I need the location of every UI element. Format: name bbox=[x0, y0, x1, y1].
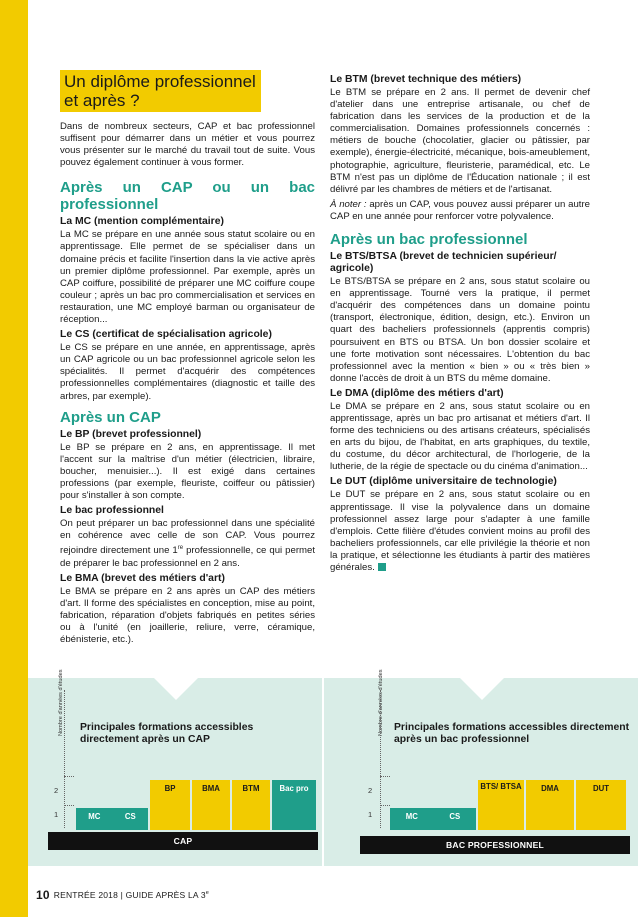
cs-text: Le CS se prépare en une année, en apprentissage, après un CAP agricole ou un bac professionnel agricole selon les spécialités. Il permet d'acquérir des compétences professionnelles complémentaires (diagnostic et taille des arbres, par exemple). bbox=[60, 342, 315, 402]
page-title-line-1: Un diplôme professionnel bbox=[64, 72, 256, 91]
chart-panel-cap bbox=[28, 669, 322, 866]
chart-bacpro-bar-cs: CS bbox=[449, 812, 461, 821]
dma-heading: Le DMA (diplôme des métiers d'art) bbox=[330, 387, 504, 399]
chart-bacpro-tick-1: 1 bbox=[368, 810, 373, 819]
chart-cap-base-bar: CAP bbox=[48, 832, 318, 850]
chart-cap-tick-2: 2 bbox=[54, 786, 59, 795]
bacpro-text bbox=[60, 518, 315, 570]
chart-cap-y-axis bbox=[64, 690, 65, 828]
btm-heading: Le BTM (brevet technique des métiers) bbox=[330, 74, 522, 85]
chart-bacpro-grid-1 bbox=[380, 805, 390, 806]
cs-heading: Le CS (certificat de spécialisation agricole) bbox=[60, 329, 272, 341]
chart-cap-bar-cs: CS bbox=[124, 812, 136, 821]
panel-notch bbox=[154, 678, 198, 700]
chart-bacpro-bar-dma: DMA bbox=[526, 780, 574, 830]
note-text: après un CAP, vous pouvez aussi préparer un autre CAP en une année pour renforcer votre polyvalence. bbox=[330, 198, 590, 222]
bacpro-text-b: professionnelle, ce qui permet de préparer le bac professionnel en 2 ans. bbox=[60, 545, 316, 569]
page-number: 10 bbox=[36, 888, 50, 902]
bacpro-sup: re bbox=[177, 545, 184, 552]
bma-heading: Le BMA (brevet des métiers d'art) bbox=[60, 572, 225, 584]
chart-bacpro-bar-mc: MC bbox=[405, 812, 418, 821]
chart-cap-bar-btm: BTM bbox=[232, 780, 270, 830]
chart-bacpro-bar-dut: DUT bbox=[576, 780, 626, 830]
footer bbox=[0, 876, 638, 917]
dut-heading: Le DUT (diplôme universitaire de technologie) bbox=[330, 476, 557, 488]
dut-text bbox=[330, 489, 590, 574]
dut-text-body: Le DUT se prépare en 2 ans, sous statut scolaire ou en apprentissage. Il vise la polyvalence dans un domaine professionnel assez large pour s'adapter à une famille d'emplois. Cette filière d'études convient moins au profil des bacheliers professionnels, car elle privilégie la théorie et non la pratique, et sélectionne les étudiants à partir des matières générales. bbox=[330, 489, 590, 573]
mc-text: La MC se prépare en une année sous statut scolaire ou en apprentissage. Elle permet de se spécialiser dans un domaine précis et facilite l'insertion dans la vie active après un premier diplôme professionnel. Par exemple, après un CAP coiffure, possibilité de préparer une MC coiffure coupe couleur ; après un bac pro commercialisation et services en restauration, une MC employé barman ou organisateur de réception... bbox=[60, 229, 315, 326]
chart-cap-bar-bacpro: Bac pro bbox=[272, 780, 316, 830]
bp-text: Le BP se prépare en 2 ans, en apprentissage. Il met l'accent sur la maîtrise d'un métier (électricien, libraire, boucher, menuisier...). Il est exigé dans certaines professions (par exemple, fleuriste, coiffeur ou pâtissier) pour s'installer à son compte. bbox=[60, 441, 315, 501]
footer-accent bbox=[0, 876, 28, 917]
bacpro-text-a: On peut préparer un bac professionnel dans une spécialité en cohérence avec celle de son CAP. Vous pourrez rejoindre directement une 1 bbox=[60, 518, 315, 557]
chart-bacpro-grid-2 bbox=[380, 776, 390, 777]
left-accent-bar bbox=[0, 0, 28, 917]
chart-cap-bar-bp: BP bbox=[150, 780, 190, 830]
chart-bacpro-base-bar: BAC PROFESSIONNEL bbox=[360, 836, 630, 854]
footer-sup: e bbox=[205, 890, 210, 897]
end-square-icon bbox=[378, 563, 386, 571]
bts-text: Le BTS/BTSA se prépare en 2 ans, sous statut scolaire ou en apprentissage. Tourné vers la pratique, il permet d'acquérir des compétences dans un domaine pointu (transport, électronique, édition, design, etc.). Environ un quart des bacheliers professionnels (apprentis compris) poursuivent en BTS ou BTSA. Un bon dossier scolaire et une forte motivation sont nécessaires. L'obtention du bac professionnel avec la mention « bien » ou « très bien » donne l'accès de droit à un BTS du même domaine. bbox=[330, 276, 590, 384]
mc-heading: La MC (mention complémentaire) bbox=[60, 216, 224, 228]
chart-cap-bar-bma: BMA bbox=[192, 780, 230, 830]
chart-cap-grid-1 bbox=[64, 805, 74, 806]
page-title-line-2: et après ? bbox=[64, 91, 140, 110]
note-label: À noter : bbox=[330, 198, 367, 210]
bts-heading: Le BTS/BTSA (brevet de technicien supérieur/ agricole) bbox=[330, 251, 557, 275]
left-column bbox=[60, 70, 315, 649]
chart-panel-bacpro bbox=[324, 669, 638, 866]
chart-cap-tick-1: 1 bbox=[54, 810, 59, 819]
bacpro-heading: Le bac professionnel bbox=[60, 505, 164, 517]
chart-bacpro-ylabel: Nombre d'années d'études bbox=[378, 669, 384, 736]
panel-notch bbox=[460, 678, 504, 700]
page bbox=[28, 0, 638, 917]
right-column bbox=[330, 72, 590, 577]
footer-label: RENTRÉE 2018 | GUIDE APRÈS LA 3 bbox=[53, 890, 206, 900]
chart-bacpro-title: Principales formations accessibles directement après un bac professionnel bbox=[394, 722, 630, 745]
chart-bacpro-tick-2: 2 bbox=[368, 786, 373, 795]
btm-text: Le BTM se prépare en 2 ans. Il permet de devenir chef d'atelier dans une entreprise artisanale, ou chef de fabrication dans les services de la production et de la commercialisation. Domaines professionnels concernés : métiers de bouche (chocolatier, glacier ou pâtissier, par exemple), énergie-électricité, mécanique, bois-ameublement, photographie, agriculture, fleuristerie, paramédical, etc. Le BTM n'est pas un diplôme de l'Éducation nationale ; il est délivré par les chambres de métiers et de l'artisanat. bbox=[330, 87, 590, 195]
chart-bacpro-bar-mc-cs bbox=[390, 808, 476, 830]
chart-cap-bar-mc: MC bbox=[88, 812, 101, 821]
footer-text bbox=[36, 888, 209, 902]
section-heading-cap: Après un CAP bbox=[60, 408, 161, 426]
chart-cap-grid-2 bbox=[64, 776, 74, 777]
note-paragraph bbox=[330, 199, 590, 223]
bma-text: Le BMA se prépare en 2 ans après un CAP des métiers d'art. Il forme des spécialistes en conception, mise au point, fabrication, réparation d'objets fabriqués en petites séries ou à l'unité (en joaillerie, reliure, verre, céramique, ébénisterie, etc.). bbox=[60, 585, 315, 645]
chart-bacpro-y-axis bbox=[380, 690, 381, 828]
chart-cap-title: Principales formations accessibles directement après un CAP bbox=[80, 722, 254, 745]
dma-text: Le DMA se prépare en 2 ans, sous statut scolaire ou en apprentissage, après un bac pro artisanat et métiers d'art. Il forme des techniciens ou des artisans créateurs, spécialisés en arts du bijou, de l'habitat, en arts graphiques, du textile, du costume, du décor architectural, de l'horlogerie, de la lutherie, de la régie de spectacle ou du cinéma d'animation... bbox=[330, 400, 590, 473]
intro-paragraph: Dans de nombreux secteurs, CAP et bac professionnel suffisent pour démarrer dans un métier et vous pourrez vous présenter sur le marché du travail tout de suite. Vous pouvez également continuer à vous former. bbox=[60, 121, 315, 169]
chart-cap-bar-mc-cs bbox=[76, 808, 148, 830]
section-heading-cap-or-bacpro: Après un CAP ou un bac professionnel bbox=[60, 179, 315, 214]
chart-cap-ylabel: Nombre d'années d'études bbox=[58, 669, 64, 736]
bp-heading: Le BP (brevet professionnel) bbox=[60, 428, 202, 440]
chart-bacpro-bar-bts: BTS/ BTSA bbox=[478, 780, 524, 830]
section-heading-after-bacpro: Après un bac professionnel bbox=[330, 231, 528, 249]
page-title bbox=[60, 70, 261, 112]
